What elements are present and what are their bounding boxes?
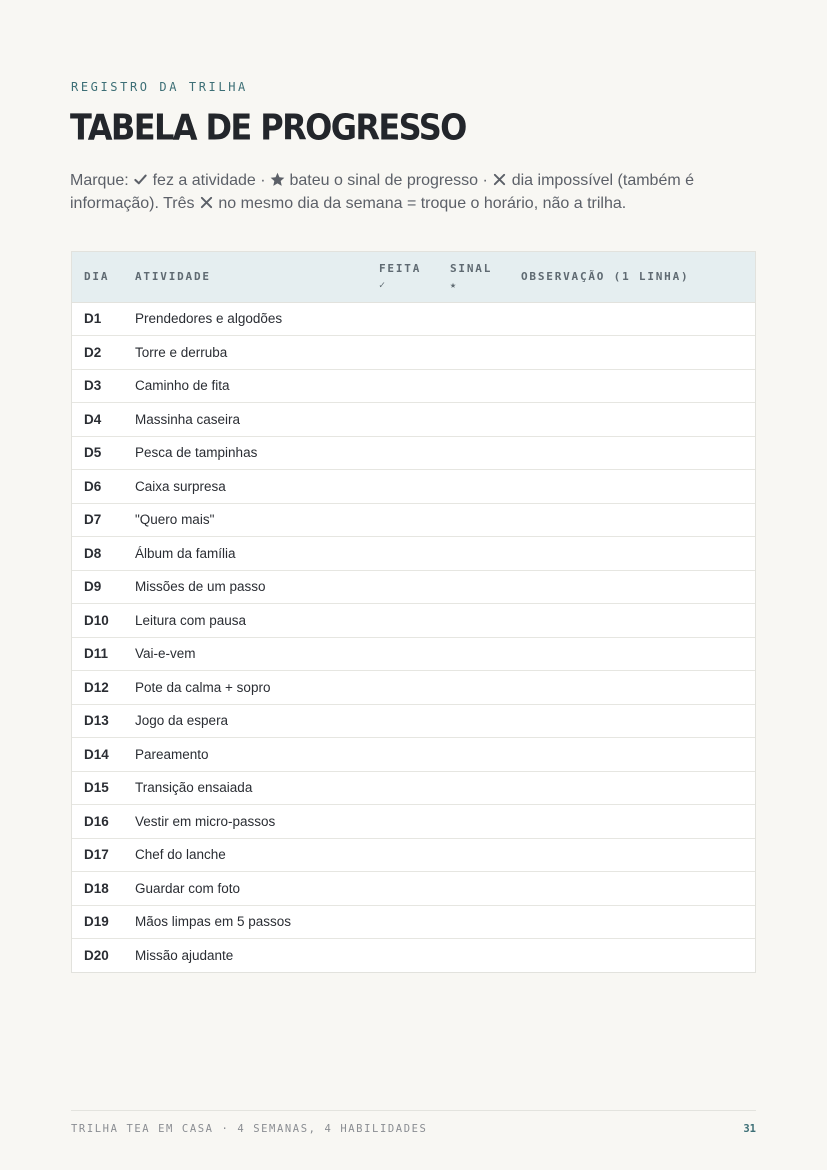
activity-cell: Massinha caseira — [123, 403, 367, 437]
feita-cell[interactable] — [367, 503, 438, 537]
activity-cell: Jogo da espera — [123, 704, 367, 738]
table-row — [72, 872, 755, 906]
sinal-cell[interactable] — [438, 470, 509, 504]
activity-cell: Álbum da família — [123, 537, 367, 571]
header-observacao: OBSERVAÇÃO (1 LINHA) — [509, 252, 755, 302]
feita-cell[interactable] — [367, 905, 438, 939]
feita-cell[interactable] — [367, 771, 438, 805]
day-cell: D20 — [84, 948, 109, 963]
feita-cell[interactable] — [367, 403, 438, 437]
observacao-cell[interactable] — [509, 637, 755, 671]
table-row — [72, 704, 755, 738]
sinal-cell[interactable] — [438, 905, 509, 939]
observacao-cell[interactable] — [509, 905, 755, 939]
feita-cell[interactable] — [367, 704, 438, 738]
progress-table — [71, 251, 756, 973]
header-sinal — [438, 252, 509, 302]
sinal-cell[interactable] — [438, 939, 509, 973]
feita-cell[interactable] — [367, 939, 438, 973]
table-row — [72, 570, 755, 604]
feita-cell[interactable] — [367, 738, 438, 772]
sinal-cell[interactable] — [438, 403, 509, 437]
table-row — [72, 838, 755, 872]
observacao-cell[interactable] — [509, 537, 755, 571]
intro-text — [70, 169, 760, 215]
activity-cell: Vai-e-vem — [123, 637, 367, 671]
activity-cell: Prendedores e algodões — [123, 302, 367, 336]
observacao-cell[interactable] — [509, 470, 755, 504]
feita-cell[interactable] — [367, 570, 438, 604]
activity-cell: Pesca de tampinhas — [123, 436, 367, 470]
sinal-cell[interactable] — [438, 838, 509, 872]
feita-cell[interactable] — [367, 302, 438, 336]
sinal-cell[interactable] — [438, 738, 509, 772]
table-row — [72, 805, 755, 839]
table-row — [72, 369, 755, 403]
feita-cell[interactable] — [367, 470, 438, 504]
table-row — [72, 771, 755, 805]
cross-icon — [492, 172, 507, 187]
day-cell: D9 — [72, 570, 123, 604]
day-cell: D16 — [72, 805, 123, 839]
day-cell: D15 — [72, 771, 123, 805]
observacao-cell[interactable] — [509, 738, 755, 772]
day-cell: D3 — [72, 369, 123, 403]
activity-cell: Vestir em micro-passos — [123, 805, 367, 839]
day-cell: D10 — [72, 604, 123, 638]
activity-cell: Caixa surpresa — [123, 470, 367, 504]
feita-cell[interactable] — [367, 436, 438, 470]
intro-done-text: fez a atividade · — [152, 172, 266, 189]
day-cell: D2 — [72, 336, 123, 370]
activity-cell: Chef do lanche — [123, 838, 367, 872]
day-cell: D17 — [72, 838, 123, 872]
table-row — [72, 336, 755, 370]
observacao-cell[interactable] — [509, 671, 755, 705]
sinal-cell[interactable] — [438, 637, 509, 671]
observacao-cell[interactable] — [509, 838, 755, 872]
observacao-cell[interactable] — [509, 604, 755, 638]
day-cell: D12 — [72, 671, 123, 705]
sinal-cell[interactable] — [438, 570, 509, 604]
activity-cell: "Quero mais" — [123, 503, 367, 537]
feita-cell[interactable] — [367, 336, 438, 370]
header-sinal-symbol: ★ — [450, 279, 458, 291]
feita-cell[interactable] — [367, 604, 438, 638]
feita-cell[interactable] — [367, 838, 438, 872]
table-row — [72, 503, 755, 537]
table-row — [72, 939, 755, 973]
observacao-cell[interactable] — [509, 805, 755, 839]
page-number: 31 — [743, 1123, 756, 1135]
activity-cell: Torre e derruba — [123, 336, 367, 370]
table-row — [72, 671, 755, 705]
intro-rule-text: no mesmo dia da semana = troque o horário, não a trilha. — [218, 195, 627, 212]
cross-icon — [199, 195, 214, 210]
observacao-cell[interactable] — [509, 369, 755, 403]
day-cell: D13 — [72, 704, 123, 738]
table-header-row — [72, 252, 755, 302]
activity-cell: Missão ajudante — [135, 948, 234, 963]
day-cell: D7 — [72, 503, 123, 537]
star-icon — [270, 172, 285, 187]
activity-cell: Missões de um passo — [123, 570, 367, 604]
activity-cell: Pareamento — [123, 738, 367, 772]
footer-divider — [71, 1110, 756, 1111]
day-cell: D11 — [72, 637, 123, 671]
table-row — [72, 403, 755, 437]
eyebrow-label: REGISTRO DA TRILHA — [71, 80, 248, 94]
observacao-cell[interactable] — [509, 704, 755, 738]
feita-cell[interactable] — [367, 671, 438, 705]
table-row — [72, 470, 755, 504]
page-title: TABELA DE PROGRESSO — [70, 106, 466, 149]
footer-text: TRILHA TEA EM CASA · 4 SEMANAS, 4 HABILIDADES — [71, 1123, 428, 1135]
sinal-cell[interactable] — [438, 805, 509, 839]
day-cell: D19 — [72, 905, 123, 939]
feita-cell[interactable] — [367, 637, 438, 671]
activity-cell: Caminho de fita — [123, 369, 367, 403]
day-cell: D8 — [72, 537, 123, 571]
observacao-cell[interactable] — [509, 570, 755, 604]
check-icon — [133, 172, 148, 187]
observacao-cell[interactable] — [509, 302, 755, 336]
day-cell: D5 — [72, 436, 123, 470]
sinal-cell[interactable] — [438, 604, 509, 638]
sinal-cell[interactable] — [438, 302, 509, 336]
sinal-cell[interactable] — [438, 671, 509, 705]
sinal-cell[interactable] — [438, 336, 509, 370]
header-sinal-label: SINAL — [450, 261, 493, 275]
intro-impossible-text: dia impossível (também é informação). Três — [70, 172, 695, 212]
day-cell: D6 — [72, 470, 123, 504]
header-feita — [367, 252, 438, 302]
header-atividade: ATIVIDADE — [123, 252, 367, 302]
intro-lead: Marque: — [70, 172, 129, 189]
table-row — [72, 302, 755, 336]
day-cell: D1 — [72, 302, 123, 336]
table-row — [72, 537, 755, 571]
feita-cell[interactable] — [367, 805, 438, 839]
observacao-cell[interactable] — [509, 872, 755, 906]
activity-cell: Mãos limpas em 5 passos — [123, 905, 367, 939]
observacao-cell[interactable] — [509, 939, 755, 973]
activity-cell: Leitura com pausa — [123, 604, 367, 638]
observacao-cell[interactable] — [509, 403, 755, 437]
sinal-cell[interactable] — [438, 537, 509, 571]
intro-signal-text: bateu o sinal de progresso · — [289, 172, 488, 189]
observacao-cell[interactable] — [509, 436, 755, 470]
header-dia: DIA — [72, 252, 123, 302]
sinal-cell[interactable] — [438, 704, 509, 738]
sinal-cell[interactable] — [438, 369, 509, 403]
table-row — [72, 637, 755, 671]
day-cell: D18 — [72, 872, 123, 906]
feita-cell[interactable] — [367, 537, 438, 571]
observacao-cell[interactable] — [509, 336, 755, 370]
sinal-cell[interactable] — [438, 872, 509, 906]
table-row — [72, 905, 755, 939]
header-feita-label: FEITA — [379, 261, 422, 275]
sinal-cell[interactable] — [438, 436, 509, 470]
header-feita-symbol: ✓ — [379, 279, 387, 291]
sinal-cell[interactable] — [438, 503, 509, 537]
day-cell: D4 — [72, 403, 123, 437]
activity-cell: Pote da calma + sopro — [123, 671, 367, 705]
activity-cell: Guardar com foto — [123, 872, 367, 906]
feita-cell[interactable] — [367, 872, 438, 906]
observacao-cell[interactable] — [509, 503, 755, 537]
table-row — [72, 604, 755, 638]
day-cell: D14 — [72, 738, 123, 772]
sinal-cell[interactable] — [438, 771, 509, 805]
observacao-cell[interactable] — [509, 771, 755, 805]
activity-cell: Transição ensaiada — [123, 771, 367, 805]
feita-cell[interactable] — [367, 369, 438, 403]
table-row — [72, 738, 755, 772]
table-row — [72, 436, 755, 470]
